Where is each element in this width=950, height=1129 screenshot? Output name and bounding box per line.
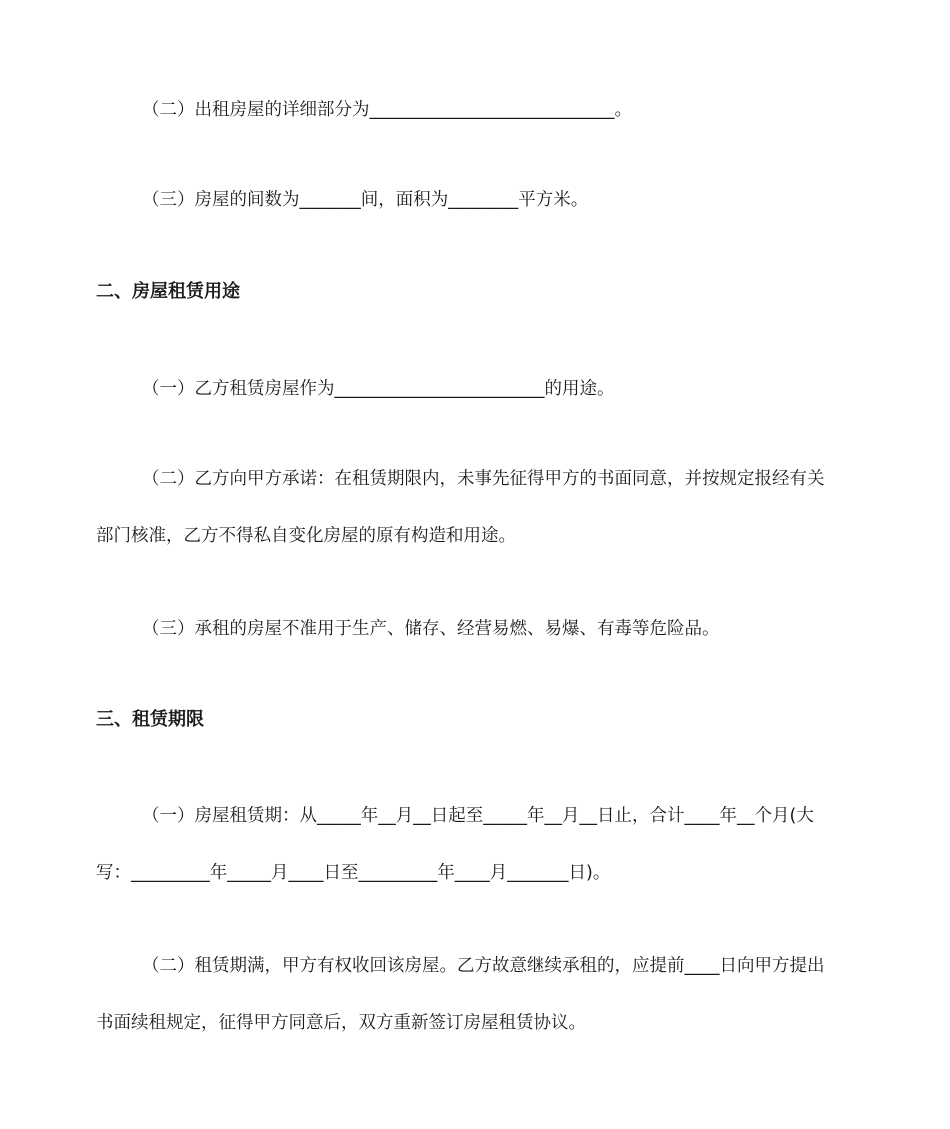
clause-term-2-line1: （二）租赁期满，甲方有权收回该房屋。乙方故意继续承租的，应提前____日向甲方提出 xyxy=(142,956,825,976)
clause-term-1-line2: 写：_________年_____月____日至_________年____月_______日)。 xyxy=(96,863,611,883)
clause-usage-2-line2: 部门核准，乙方不得私自变化房屋的原有构造和用途。 xyxy=(96,526,516,546)
clause-term-1-line1: （一）房屋租赁期：从_____年__月__日起至_____年__月__日止，合计____年__个月(大 xyxy=(142,806,814,826)
clause-2-2-detail-part: （二）出租房屋的详细部分为____________________________。 xyxy=(142,100,632,120)
section-heading-term: 三、租赁期限 xyxy=(96,709,204,730)
clause-usage-1: （一）乙方租赁房屋作为________________________的用途。 xyxy=(142,379,615,399)
clause-usage-2-line1: （二）乙方向甲方承诺：在租赁期限内，未事先征得甲方的书面同意，并按规定报经有关 xyxy=(142,469,825,489)
clause-2-3-rooms-area: （三）房屋的间数为_______间，面积为________平方米。 xyxy=(142,190,589,210)
section-heading-usage: 二、房屋租赁用途 xyxy=(96,281,240,302)
clause-usage-3: （三）承租的房屋不准用于生产、储存、经营易燃、易爆、有毒等危险品。 xyxy=(142,619,720,639)
clause-term-2-line2: 书面续租规定，征得甲方同意后，双方重新签订房屋租赁协议。 xyxy=(96,1013,586,1033)
